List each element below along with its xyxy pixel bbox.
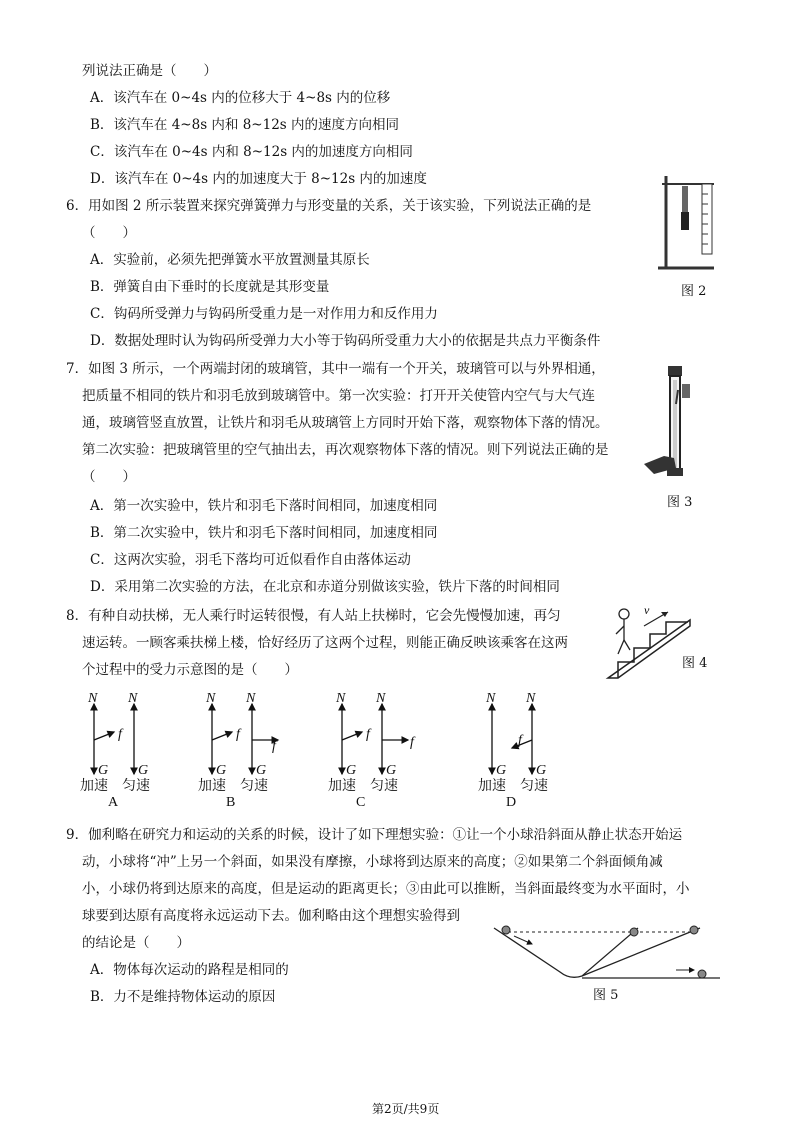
q7-stem-line1: 7．如图 3 所示，一个两端封闭的玻璃管，其中一端有一个开关，玻璃管可以与外界相通， bbox=[66, 361, 605, 377]
option-A-accel-friction-arrow bbox=[94, 732, 114, 740]
q6-option-b: B．弹簧自由下垂时的长度就是其形变量 bbox=[90, 279, 330, 295]
option-D-accel-G-label: G bbox=[496, 763, 507, 778]
q5-option-c: C．该汽车在 0~4s 内和 8~12s 内的加速度方向相同 bbox=[90, 144, 413, 160]
q9-stem-line3: 小，小球仍将到达原来的高度，但是运动的距离更长；③由此可以推断，当斜面最终变为水平面时，小 bbox=[82, 881, 690, 897]
option-B-accel-N-label: N bbox=[206, 691, 216, 706]
q7-option-d: D．采用第二次实验的方法，在北京和赤道分别做该实验，铁片下落的时间相同 bbox=[90, 579, 560, 595]
option-C-uniform-f-label: f bbox=[410, 735, 414, 750]
option-C-accel-f-label: f bbox=[366, 727, 370, 742]
option-C-accel-friction-arrow bbox=[342, 732, 362, 740]
force-diagram-options bbox=[72, 690, 582, 808]
q7-stem-line2: 把质量不相同的铁片和羽毛放到玻璃管中。第一次实验：打开开关使管内空气与大气连 bbox=[82, 388, 595, 404]
option-C-letter: C bbox=[356, 795, 366, 808]
option-C-accel-G-label: G bbox=[346, 763, 357, 778]
figure-2-spring-stand bbox=[652, 170, 722, 275]
option-A-uniform-G-label: G bbox=[138, 763, 149, 778]
option-D-accel-friction-arrow bbox=[512, 740, 532, 748]
figure-2-label: 图 2 bbox=[681, 284, 707, 299]
option-D-letter: D bbox=[506, 795, 517, 808]
q7-option-a: A．第一次实验中，铁片和羽毛下落时间相同，加速度相同 bbox=[90, 498, 438, 514]
q7-stem-line4: 第二次实验：把玻璃管里的空气抽出去，再次观察物体下落的情况。则下列说法正确的是 bbox=[82, 442, 609, 458]
q7-option-c: C．这两次实验，羽毛下落均可近似看作自由落体运动 bbox=[90, 552, 411, 568]
option-A-accel-N-label: N bbox=[88, 691, 98, 706]
option-B-uniform-f-label: f bbox=[272, 739, 276, 754]
option-B-uniform-N-label: N bbox=[246, 691, 256, 706]
option-D-uniform-caption: 匀速 bbox=[520, 779, 548, 794]
figure-3-glass-tube bbox=[640, 360, 710, 480]
q7-stem-line5: （ ） bbox=[82, 469, 136, 485]
q5-stem-tail: 列说法正确是（ ） bbox=[82, 63, 217, 79]
option-C-accel-N-label: N bbox=[336, 691, 346, 706]
q5-option-b: B．该汽车在 4~8s 内和 8~12s 内的速度方向相同 bbox=[90, 117, 400, 133]
option-A-uniform-N-label: N bbox=[128, 691, 138, 706]
q6-stem-line1: 6．用如图 2 所示装置来探究弹簧弹力与形变量的关系，关于该实验，下列说法正确的是 bbox=[66, 198, 592, 214]
option-B-accel-G-label: G bbox=[216, 763, 227, 778]
figure-5-galileo-ramps bbox=[490, 920, 730, 984]
q9-option-b: B．力不是维持物体运动的原因 bbox=[90, 989, 276, 1005]
option-B-letter: B bbox=[226, 795, 236, 808]
q9-stem-line1: 9．伽利略在研究力和运动的关系的时候，设计了如下理想实验：①让一个小球沿斜面从静止状态开始运 bbox=[66, 827, 683, 843]
option-D-accel-caption: 加速 bbox=[478, 779, 506, 794]
figure-4-label: 图 4 bbox=[682, 656, 708, 671]
q9-stem-line2: 动，小球将“冲”上另一个斜面，如果没有摩擦，小球将到达原来的高度；②如果第二个斜面倾角减 bbox=[82, 854, 663, 870]
option-B-uniform-G-label: G bbox=[256, 763, 267, 778]
option-C-uniform-N-label: N bbox=[376, 691, 386, 706]
option-B-accel-f-label: f bbox=[236, 727, 240, 742]
q7-option-b: B．第二次实验中，铁片和羽毛下落时间相同，加速度相同 bbox=[90, 525, 438, 541]
q9-stem-line5: 的结论是（ ） bbox=[82, 935, 190, 951]
figure-5-label: 图 5 bbox=[593, 988, 619, 1003]
q7-stem-line3: 通，玻璃管竖直放置，让铁片和羽毛从玻璃管上方同时开始下落，观察物体下落的情况。 bbox=[82, 415, 609, 431]
option-C-uniform-G-label: G bbox=[386, 763, 397, 778]
figure-4-escalator bbox=[604, 600, 694, 682]
option-A-accel-G-label: G bbox=[98, 763, 109, 778]
q5-option-a: A．该汽车在 0~4s 内的位移大于 4~8s 内的位移 bbox=[90, 90, 391, 106]
q9-option-a: A．物体每次运动的路程是相同的 bbox=[90, 962, 289, 978]
option-A-letter: A bbox=[108, 795, 119, 808]
q8-stem-line1: 8．有种自动扶梯，无人乘行时运转很慢，有人站上扶梯时，它会先慢慢加速，再匀 bbox=[66, 608, 561, 624]
option-D-uniform-N-label: N bbox=[526, 691, 536, 706]
option-A-accel-f-label: f bbox=[118, 727, 122, 742]
option-B-accel-friction-arrow bbox=[212, 732, 232, 740]
q9-stem-line4: 球要到达原有高度将永远运动下去。伽利略由这个理想实验得到 bbox=[82, 908, 460, 924]
q6-stem-line2: （ ） bbox=[82, 225, 136, 241]
q6-option-a: A．实验前，必须先把弹簧水平放置测量其原长 bbox=[90, 252, 370, 268]
q6-option-c: C．钩码所受弹力与钩码所受重力是一对作用力和反作用力 bbox=[90, 306, 438, 322]
option-A-accel-caption: 加速 bbox=[80, 779, 108, 794]
q8-stem-line3: 个过程中的受力示意图的是（ ） bbox=[82, 662, 298, 678]
option-D-uniform-G-label: G bbox=[536, 763, 547, 778]
option-B-accel-caption: 加速 bbox=[198, 779, 226, 794]
q6-option-d: D．数据处理时认为钩码所受弹力大小等于钩码所受重力大小的依据是共点力平衡条件 bbox=[90, 333, 601, 349]
escalator-velocity-label: v bbox=[644, 603, 650, 617]
option-A-uniform-caption: 匀速 bbox=[122, 779, 150, 794]
option-C-uniform-caption: 匀速 bbox=[370, 779, 398, 794]
q5-option-d: D．该汽车在 0~4s 内的加速度大于 8~12s 内的加速度 bbox=[90, 171, 427, 187]
figure-3-label: 图 3 bbox=[667, 495, 693, 510]
option-B-uniform-caption: 匀速 bbox=[240, 779, 268, 794]
option-D-accel-f-label: f bbox=[518, 733, 522, 748]
page-footer: 第2页/共9页 bbox=[372, 1102, 440, 1116]
option-D-accel-N-label: N bbox=[486, 691, 496, 706]
q8-stem-line2: 速运转。一顾客乘扶梯上楼，恰好经历了这两个过程，则能正确反映该乘客在这两 bbox=[82, 635, 568, 651]
option-C-accel-caption: 加速 bbox=[328, 779, 356, 794]
